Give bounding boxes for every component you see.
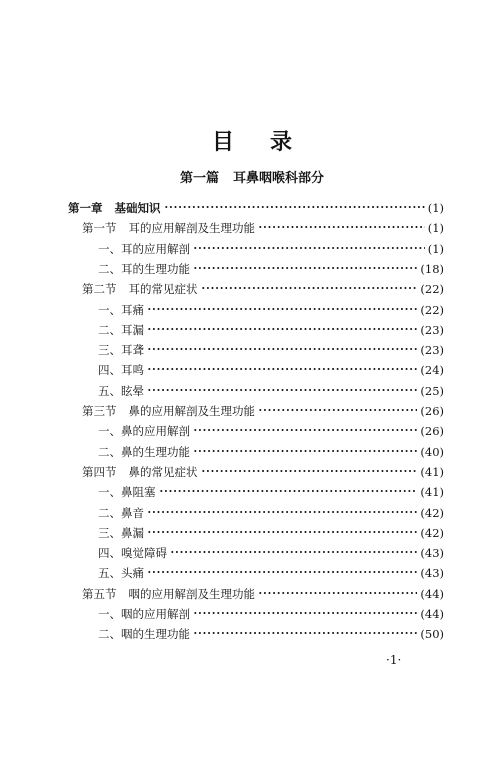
toc-entry-page: (22)	[420, 302, 444, 317]
toc-entry-label	[82, 220, 255, 237]
page-number: ·1·	[386, 653, 402, 667]
toc-entry-number: 第一节	[82, 221, 117, 236]
toc-entry-page: (43)	[420, 546, 444, 561]
toc-section[interactable]	[82, 403, 444, 420]
dot-leader	[258, 408, 417, 412]
dot-leader	[193, 266, 417, 270]
toc-entry-number: 二、	[98, 261, 121, 276]
toc-section[interactable]	[82, 586, 444, 603]
toc-entry-label	[98, 423, 190, 440]
toc-entry-text: 耳漏	[121, 322, 144, 337]
toc-entry-number: 四、	[98, 363, 121, 378]
toc-subsection[interactable]	[98, 444, 444, 461]
toc-entry-label	[68, 200, 161, 217]
toc-chapter[interactable]	[68, 200, 444, 217]
toc-subsection[interactable]	[98, 322, 444, 339]
toc-entry-text: 耳聋	[121, 343, 144, 358]
toc-entry-text: 嗅觉障碍	[121, 546, 167, 561]
dot-leader	[147, 388, 417, 392]
dot-leader	[193, 428, 417, 432]
dot-leader	[159, 489, 418, 493]
toc-entry-text: 鼻的应用解剖	[121, 424, 190, 439]
toc-entry-number: 一、	[98, 241, 121, 256]
toc-entry-label	[98, 525, 144, 542]
toc-entry-page: (43)	[420, 566, 444, 581]
toc-entry-label	[98, 444, 190, 461]
toc-entry-text: 咽的生理功能	[121, 627, 190, 642]
toc-entry-number: 一、	[98, 302, 121, 317]
toc-entry-number: 二、	[98, 505, 121, 520]
dot-leader	[147, 327, 417, 331]
toc-entry-number: 第一章	[68, 201, 103, 215]
toc-entry-text: 鼻的常见症状	[128, 464, 198, 479]
toc-entry-text: 咽的应用解剖及生理功能	[128, 586, 255, 601]
toc-subsection[interactable]	[98, 423, 444, 440]
toc-subsection[interactable]	[98, 606, 444, 623]
dot-leader	[147, 347, 417, 351]
toc-section[interactable]	[82, 464, 444, 481]
toc-entry-label	[98, 565, 144, 582]
dot-leader	[193, 611, 417, 615]
dot-leader	[193, 449, 417, 453]
toc-entry-number: 一、	[98, 485, 121, 500]
toc-entry-page: (22)	[420, 282, 444, 297]
dot-leader	[164, 205, 425, 209]
toc-entry-number: 一、	[98, 424, 121, 439]
toc-entry-label	[82, 586, 255, 603]
dot-leader	[147, 530, 417, 534]
toc-entry-label	[98, 545, 167, 562]
toc-entry-number: 二、	[98, 444, 121, 459]
toc-entry-number: 第三节	[82, 404, 117, 418]
toc-entry-page: (42)	[420, 505, 444, 520]
toc-entry-label	[98, 362, 144, 379]
toc-entry-page: (1)	[427, 241, 444, 256]
toc-entry-number: 五、	[98, 383, 121, 398]
toc-section[interactable]	[82, 220, 444, 237]
toc-entry-label	[82, 281, 198, 298]
toc-entry-number: 二、	[98, 627, 121, 642]
toc-entry-number: 第二节	[82, 282, 117, 297]
toc-subsection[interactable]	[98, 626, 444, 643]
toc-subsection[interactable]	[98, 525, 444, 542]
toc-entry-label	[98, 626, 190, 643]
toc-entry-label	[98, 342, 144, 359]
toc-entry-text: 耳的生理功能	[121, 261, 190, 276]
toc-entry-text: 耳鸣	[121, 363, 144, 378]
toc-entry-text: 鼻音	[121, 505, 144, 520]
toc-entry-page: (23)	[420, 322, 444, 337]
toc-entry-number: 三、	[98, 343, 121, 358]
toc-entry-text: 咽的应用解剖	[121, 607, 190, 621]
toc-entry-number: 四、	[98, 546, 121, 561]
dot-leader	[193, 631, 417, 635]
toc-entry-text: 鼻漏	[121, 525, 144, 540]
toc-entry-text: 耳痛	[121, 302, 144, 317]
toc-entry-number: 二、	[98, 322, 121, 337]
dot-leader	[201, 286, 418, 290]
toc-entry-text: 鼻阻塞	[121, 485, 156, 500]
toc-entry-page: (26)	[420, 424, 444, 439]
toc-subsection[interactable]	[98, 302, 444, 319]
toc-entry-page: (50)	[420, 627, 444, 642]
toc-subsection[interactable]	[98, 362, 444, 379]
toc-entry-number: 第四节	[82, 464, 117, 479]
dot-leader	[147, 570, 417, 574]
toc-subsection[interactable]	[98, 505, 444, 522]
toc-section[interactable]	[82, 281, 444, 298]
dot-leader	[193, 246, 425, 250]
toc-title-char: 目	[211, 130, 234, 155]
part-number: 第一篇	[179, 171, 219, 186]
toc-entry-label	[98, 322, 144, 339]
toc-subsection[interactable]	[98, 545, 444, 562]
toc-entry-label	[82, 403, 255, 420]
toc-entry-label	[98, 383, 144, 400]
toc-entry-page: (25)	[420, 383, 444, 398]
toc-entry-page: (1)	[427, 221, 444, 236]
toc-entry-page: (41)	[420, 464, 444, 479]
toc-subsection[interactable]	[98, 484, 444, 501]
toc-entry-label	[98, 241, 190, 258]
toc-subsection[interactable]	[98, 383, 444, 400]
toc-entry-label	[98, 505, 144, 522]
toc-title-char: 录	[270, 130, 293, 155]
toc-entry-page: (23)	[420, 343, 444, 358]
toc-entry-page: (44)	[420, 586, 444, 601]
toc-entry-text: 头痛	[121, 566, 144, 581]
toc-subsection[interactable]	[98, 565, 444, 582]
toc-entry-page: (42)	[420, 525, 444, 540]
toc-entry-number: 第五节	[82, 586, 117, 601]
toc-entry-text: 眩晕	[121, 383, 144, 398]
dot-leader	[147, 510, 417, 514]
toc-entry-number: 五、	[98, 566, 121, 581]
dot-leader	[258, 591, 417, 595]
toc-entry-text: 耳的常见症状	[128, 282, 198, 297]
toc-entry-label	[98, 261, 190, 278]
toc-entry-text: 鼻的应用解剖及生理功能	[128, 404, 255, 418]
toc-entry-text: 耳的应用解剖	[121, 241, 190, 256]
toc-entry-label	[98, 606, 190, 623]
toc-entry-page: (44)	[420, 607, 444, 621]
toc-entry-page: (24)	[420, 363, 444, 378]
toc-subsection[interactable]	[98, 261, 444, 278]
dot-leader	[258, 225, 425, 229]
toc-entry-page: (26)	[420, 404, 444, 418]
dot-leader	[147, 307, 417, 311]
toc-entry-number: 三、	[98, 525, 121, 540]
toc-subsection[interactable]	[98, 342, 444, 359]
toc-entry-page: (41)	[420, 485, 444, 500]
toc-entry-label	[98, 484, 156, 501]
toc-entry-page: (18)	[420, 261, 444, 276]
dot-leader	[201, 469, 418, 473]
toc-subsection[interactable]	[98, 241, 444, 258]
toc-entry-label	[98, 302, 144, 319]
dot-leader	[170, 550, 417, 554]
part-name: 耳鼻咽喉科部分	[233, 171, 325, 186]
toc-entry-page: (40)	[420, 444, 444, 459]
toc-entry-text: 基础知识	[114, 201, 161, 215]
toc-entry-text: 耳的应用解剖及生理功能	[128, 221, 255, 236]
dot-leader	[147, 367, 417, 371]
toc-entry-text: 鼻的生理功能	[121, 444, 190, 459]
toc-entry-label	[82, 464, 198, 481]
toc-entry-number: 一、	[98, 607, 121, 621]
toc-entry-page: (1)	[427, 201, 444, 215]
